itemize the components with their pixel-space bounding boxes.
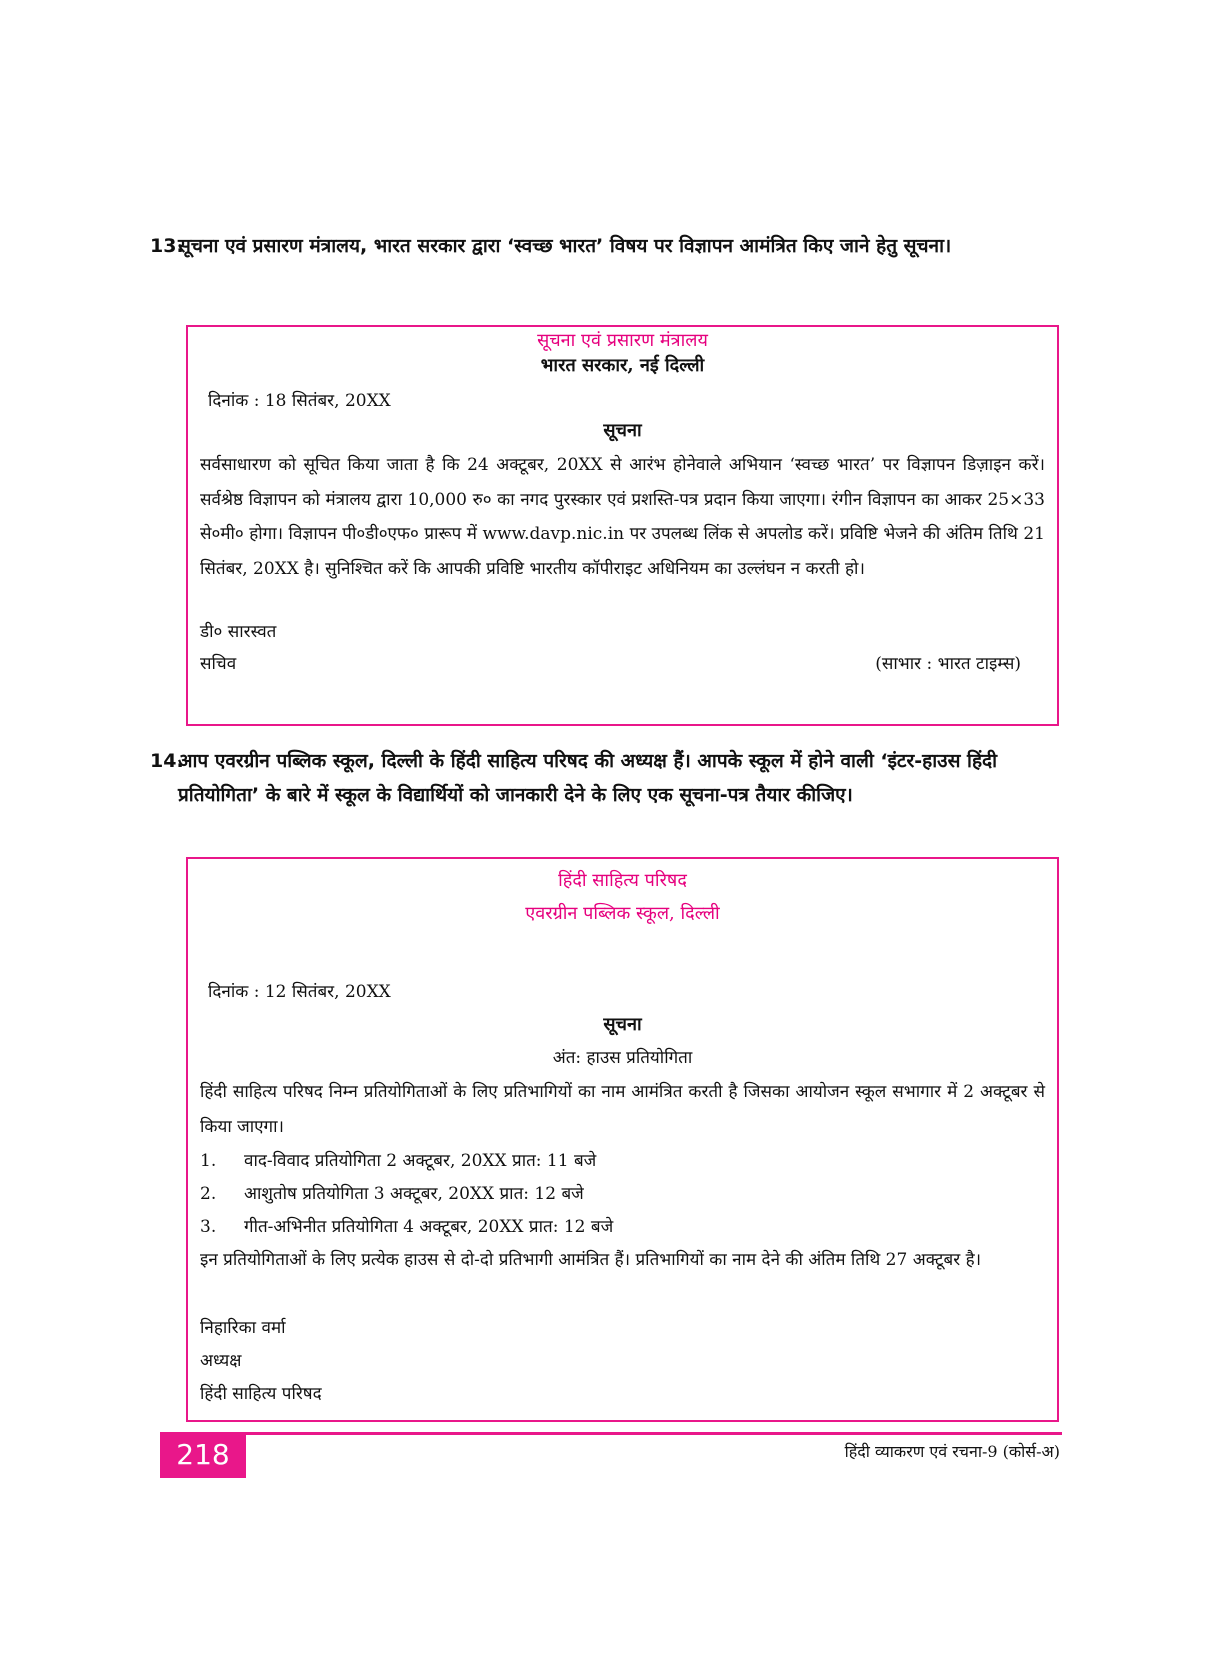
notice-intro: हिंदी साहित्य परिषद निम्न प्रतियोगिताओं के लिए प्रतिभागियों का नाम आमंत्रित करती है जिसका आयोजन स्कूल सभागार में 2 अक्टूबर से किया जाएगा। <box>200 1082 1045 1137</box>
page-number: 218 <box>160 1432 246 1478</box>
footer-rule <box>160 1432 1062 1435</box>
question-number: 14. <box>150 750 184 772</box>
book-title: हिंदी व्याकरण एवं रचना-9 (कोर्स-अ) <box>844 1442 1060 1461</box>
list-item <box>200 1177 1045 1211</box>
notice-date: दिनांक : 12 सितंबर, 20XX <box>208 982 391 1002</box>
question-13 <box>150 229 1060 263</box>
list-item-text: आशुतोष प्रतियोगिता 3 अक्टूबर, 20XX प्रात: 12 बजे <box>244 1184 584 1204</box>
notice-date: दिनांक : 18 सितंबर, 20XX <box>208 391 391 411</box>
credit-text: (साभार : भारत टाइम्स) <box>875 654 1021 674</box>
list-item-text: वाद-विवाद प्रतियोगिता 2 अक्टूबर, 20XX प्रात: 11 बजे <box>244 1151 597 1171</box>
question-14 <box>150 744 1060 812</box>
notice-org-title: हिंदी साहित्य परिषद <box>558 870 687 891</box>
notice-heading: सूचना <box>603 420 642 441</box>
list-item-number: 1. <box>200 1151 217 1171</box>
notice-org-title: सूचना एवं प्रसारण मंत्रालय <box>537 330 708 351</box>
signer-title: अध्यक्ष <box>200 1351 242 1371</box>
list-item <box>200 1210 1045 1244</box>
question-text: आप एवरग्रीन पब्लिक स्कूल, दिल्ली के हिंदी साहित्य परिषद की अध्यक्ष हैं। आपके स्कूल में होने वाली ‘इंटर-हाउस हिंदी प्रतियोगिता’ के बारे में स्कूल के विद्यार्थियों को जानकारी देने के लिए एक सूचना-पत्र तैयार कीजिए। <box>178 750 998 806</box>
signer-title: सचिव <box>200 654 237 674</box>
question-number: 13. <box>150 235 184 257</box>
notice-subheading: अंत: हाउस प्रतियोगिता <box>552 1048 693 1068</box>
list-item <box>200 1144 1045 1178</box>
notice-closing: इन प्रतियोगिताओं के लिए प्रत्येक हाउस से दो-दो प्रतिभागी आमंत्रित हैं। प्रतिभागियों का नाम देने की अंतिम तिथि 27 अक्टूबर है। <box>200 1250 982 1270</box>
signer-name: निहारिका वर्मा <box>200 1318 286 1338</box>
notice-sub-org: भारत सरकार, नई दिल्ली <box>540 355 705 376</box>
list-item-number: 2. <box>200 1184 217 1204</box>
notice-box-school <box>186 857 1059 1422</box>
list-item-text: गीत-अभिनीत प्रतियोगिता 4 अक्टूबर, 20XX प्रात: 12 बजे <box>244 1217 614 1237</box>
notice-school-name: एवरग्रीन पब्लिक स्कूल, दिल्ली <box>525 903 720 924</box>
question-text: सूचना एवं प्रसारण मंत्रालय, भारत सरकार द्वारा ‘स्वच्छ भारत’ विषय पर विज्ञापन आमंत्रित किए जाने हेतु सूचना। <box>178 235 952 257</box>
signer-org: हिंदी साहित्य परिषद <box>200 1384 322 1404</box>
notice-box-ministry <box>186 325 1059 726</box>
notice-heading: सूचना <box>603 1014 642 1035</box>
signer-name: डी० सारस्वत <box>200 622 277 642</box>
notice-body: सर्वसाधारण को सूचित किया जाता है कि 24 अक्टूबर, 20XX से आरंभ होनेवाले अभियान ‘स्वच्छ भारत’ पर विज्ञापन डिज़ाइन करें। सर्वश्रेष्ठ विज्ञापन को मंत्रालय द्वारा 10,000 रु० का नगद पुरस्कार एवं प्रशस्ति-पत्र प्रदान किया जाएगा। रंगीन विज्ञापन का आकर 25×33 से०मी० होगा। विज्ञापन पी०डी०एफ० प्रारूप में www.davp.nic.in पर उपलब्ध लिंक से अपलोड करें। प्रविष्टि भेजने की अंतिम तिथि 21 सितंबर, 20XX है। सुनिश्चित करें कि आपकी प्रविष्टि भारतीय कॉपीराइट अधिनियम का उल्लंघन न करती हो। <box>200 455 1045 579</box>
list-item-number: 3. <box>200 1217 217 1237</box>
